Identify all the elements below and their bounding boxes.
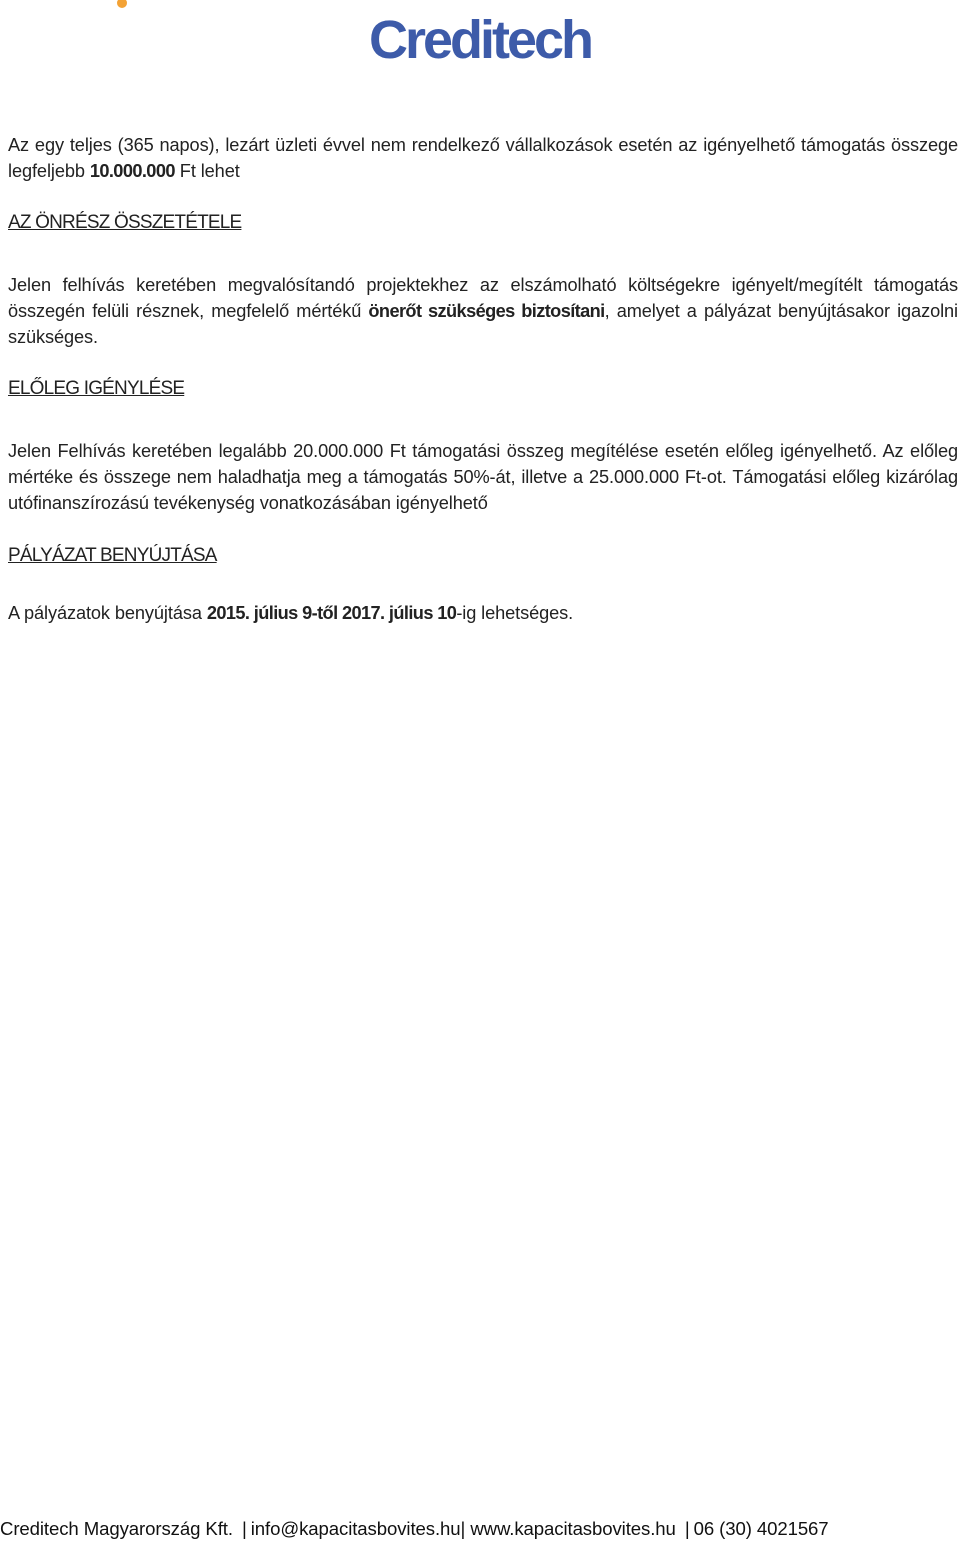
footer-phone: 06 (30) 4021567 — [693, 1518, 829, 1539]
intro-text: Az egy teljes (365 napos), lezárt üzleti évvel nem rendelkező vállalkozások esetén az igényelhető támogatás összege legfeljebb — [8, 135, 958, 181]
logo-dot-icon — [117, 0, 127, 8]
onresz-text-end: , amelyet a pályázat benyújtásakor igazolni szükséges. — [8, 301, 958, 347]
intro-text-end: Ft lehet — [174, 161, 240, 181]
footer-company: Creditech Magyarország Kft. — [0, 1518, 233, 1539]
footer-website[interactable]: www.kapacitasbovites.hu — [470, 1518, 676, 1539]
paragraph-onresz — [8, 272, 958, 350]
document-body — [8, 132, 958, 626]
intro-highlight: 10.000.000 — [89, 161, 175, 181]
logo-text: Creditech — [368, 10, 592, 70]
logo — [0, 0, 960, 80]
footer-separator: | — [242, 1518, 247, 1539]
intro-paragraph — [8, 132, 958, 184]
paragraph-benyujtas — [8, 600, 958, 626]
footer — [0, 1516, 960, 1542]
onresz-text: Jelen felhívás keretében megvalósítandó projektekhez az elszámolható költségekre igényelt/megítélt támogatás összegén felüli résznek, megfelelő mértékű — [8, 275, 958, 321]
heading-benyujtas: PÁLYÁZAT BENYÚJTÁSA — [8, 545, 217, 566]
paragraph-eloleg: Jelen Felhívás keretében legalább 20.000.000 Ft támogatási összeg megítélése esetén előleg igényelhető. Az előleg mértéke és összege nem haladhatja meg a támogatás 50%-át, illetve a 25.000.000 Ft-ot. Támogatási előleg kizárólag utófinanszírozású tevékenység vonatkozásában igényelhető — [8, 441, 958, 513]
footer-email[interactable]: info@kapacitasbovites.hu — [250, 1518, 461, 1539]
footer-separator: | — [460, 1518, 466, 1539]
benyujtas-text: A pályázatok benyújtása — [8, 603, 207, 623]
footer-separator: | — [684, 1518, 690, 1539]
heading-onresz: AZ ÖNRÉSZ ÖSSZETÉTELE — [8, 212, 242, 233]
benyujtas-text-end: -ig lehetséges. — [456, 603, 574, 623]
onresz-highlight: önerőt szükséges biztosítani — [368, 301, 605, 321]
heading-eloleg: ELŐLEG IGÉNYLÉSE — [8, 378, 185, 399]
benyujtas-highlight: 2015. július 9-től 2017. július 10 — [206, 603, 457, 623]
